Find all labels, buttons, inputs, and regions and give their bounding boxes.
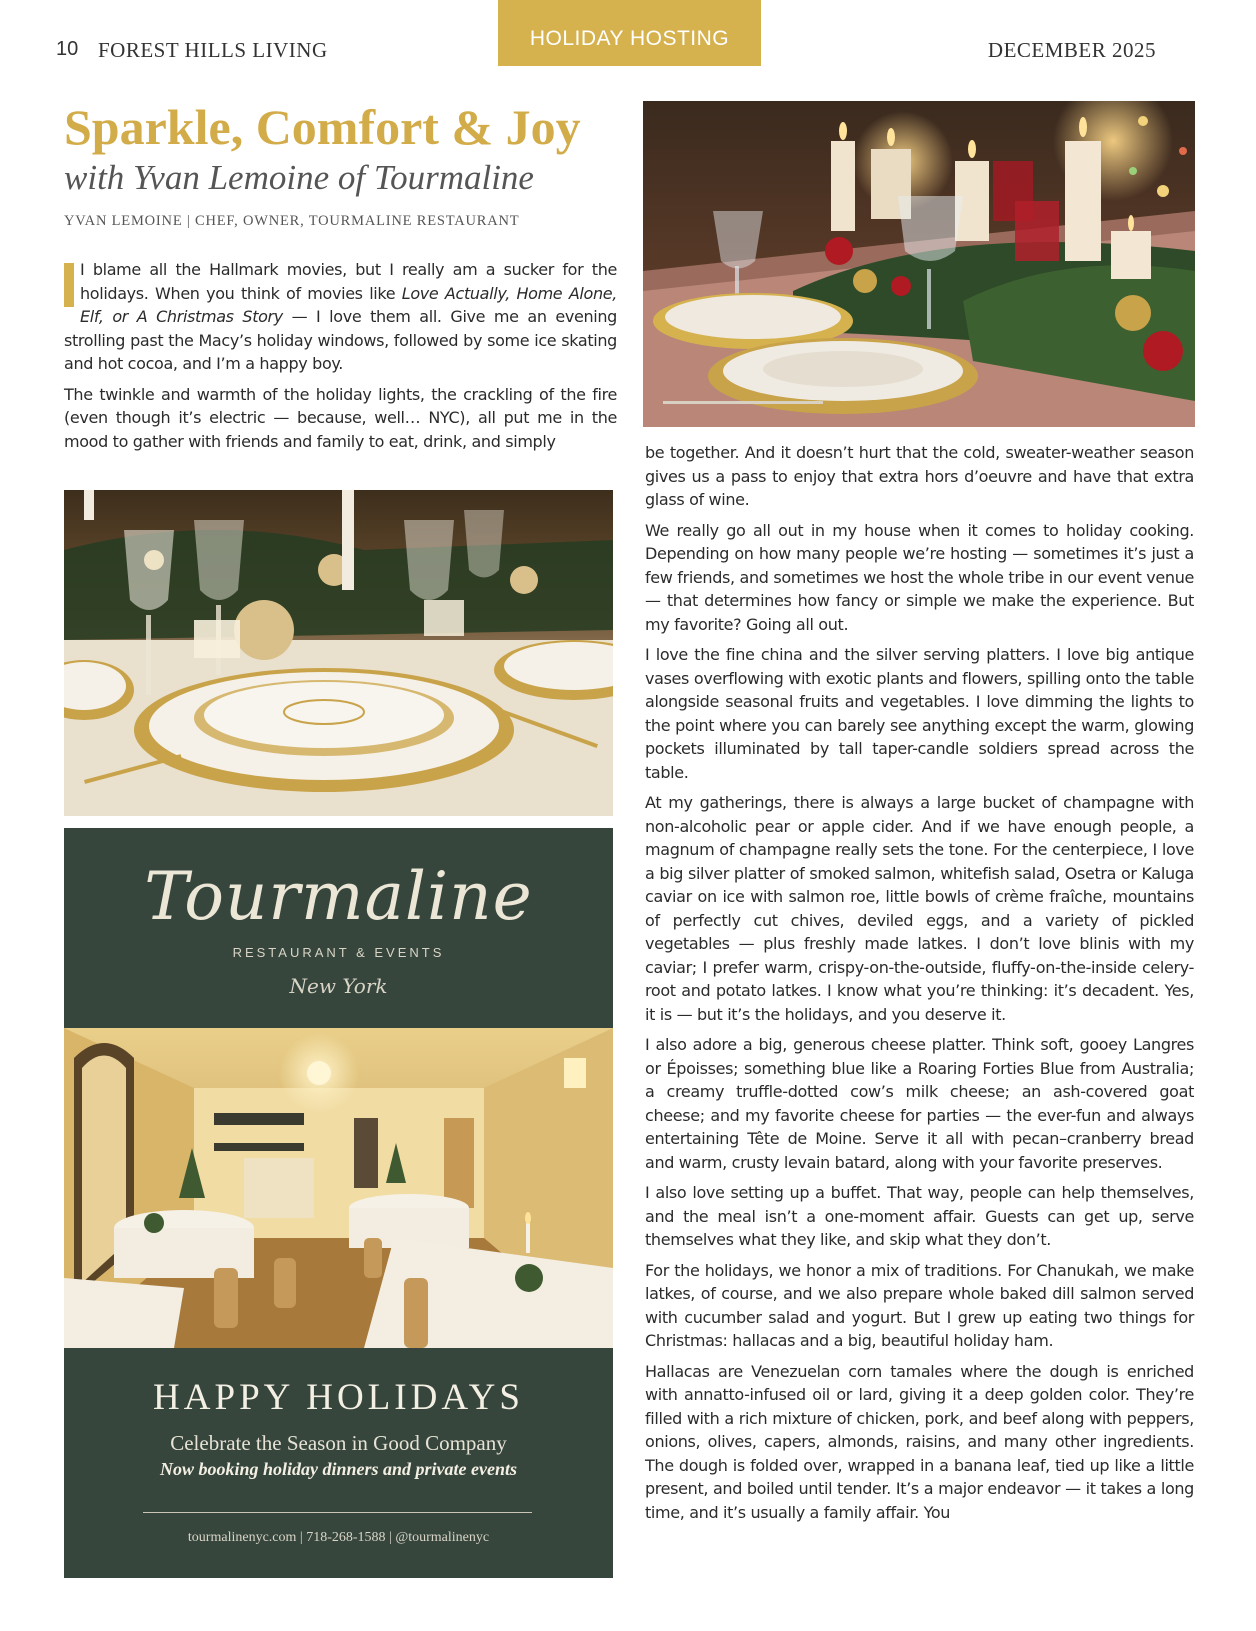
publication-name: FOREST HILLS LIVING	[98, 38, 328, 62]
article-column-right	[645, 441, 1194, 1531]
article-subhead: with Yvan Lemoine of Tourmaline	[64, 158, 534, 197]
issue-date: DECEMBER 2025	[987, 38, 1156, 62]
paragraph-5: At my gatherings, there is always a large bucket of champagne with non-alcoholic pear or apple cider. And if we have enough people, a magnum of champagne really sets the tone. For the centerpiece, I love a big silver platter of smoked salmon, whitefish salad, Osetra or Kaluga caviar on ice with salmon roe, little bowls of crème fraîche, mountains of perfectly cut chives, deviled eggs, and a variety of pickled vegetables — plus freshly made latkes. I don’t love blinis with my caviar; I prefer warm, crispy-on-the-outside, fluffy-on-the-inside celery-root and potato latkes. I know what you’re thinking: it’s decadent. Yes, it is — but it’s the holidays, and you deserve it.	[645, 793, 1194, 1024]
article-byline: YVAN LEMOINE | CHEF, OWNER, TOURMALINE RESTAURANT	[64, 213, 520, 229]
paragraph-1	[64, 258, 617, 376]
ad-city: New York	[289, 974, 388, 998]
place-setting-photo	[64, 490, 613, 816]
paragraph-4: I love the fine china and the silver serving platters. I love big antique vases overflowing with exotic plants and flowers, spilling onto the table alongside seasonal fruits and vegetables. I love dimming the lights to the point where you can barely see anything except the warm, glowing pockets illuminated by tall taper-candle soldiers spread across the table.	[645, 645, 1194, 782]
paragraph-2: The twinkle and warmth of the holiday lights, the crackling of the fire (even though it’s electric — because, well… NYC), all put me in the mood to gather with friends and family to eat, drink, and simply	[64, 384, 617, 451]
article-column-left	[64, 258, 617, 460]
paragraph-1-text-b: — I love them all. Give me an evening strolling past the Macy’s holiday windows, followed by some ice skating and hot cocoa, and I’m a happy boy.	[64, 307, 617, 373]
ad-contact-line: tourmalinenyc.com | 718-268-1588 | @tourmalinenyc	[187, 1530, 490, 1545]
section-tab: HOLIDAY HOSTING	[498, 0, 761, 66]
ad-subline: Celebrate the Season in Good Company	[170, 1431, 507, 1455]
ad-headline: HAPPY HOLIDAYS	[153, 1377, 524, 1418]
paragraph-6: I also adore a big, generous cheese platter. Think soft, gooey Langres or Époisses; something blue like a Roaring Forties Blue from Australia; a creamy truffle-dotted cow’s milk cheese; an ash-covered goat cheese; and my favorite cheese for parties — the ever-fun and always entertaining Tête de Moine. Serve it all with pecan–cranberry bread and warm, crusty levain batard, along with your favorite preserves.	[645, 1035, 1194, 1172]
tourmaline-advertisement	[64, 828, 613, 1578]
restaurant-interior-photo	[64, 1028, 613, 1348]
movie-titles: Love Actually, Home Alone, Elf, or A Christmas Story	[80, 283, 617, 326]
article-headline: Sparkle, Comfort & Joy	[64, 99, 581, 155]
page-number: 10	[56, 38, 79, 60]
paragraph-9: Hallacas are Venezuelan corn tamales where the dough is enriched with annatto-infused oil or lard, giving it a deep golden color. They’re filled with a rich mixture of chicken, pork, and beef along with peppers, onions, olives, capers, almonds, raisins, and many other ingredients. The dough is folded over, wrapped in a banana leaf, tied up like a little present, and boiled until tender. It’s a major endeavor — it takes a long time, and it’s usually a family affair. You	[645, 1361, 1194, 1522]
paragraph-2-continued: be together. And it doesn’t hurt that the cold, sweater-weather season gives us a pass to enjoy that extra hors d’oeuvre and have that extra glass of wine.	[645, 443, 1194, 509]
paragraph-7: I also love setting up a buffet. That way, people can help themselves, and the meal isn’t a one-moment affair. Guests can get up, serve themselves what they like, and skip what they don’t.	[645, 1183, 1194, 1249]
paragraph-1-text-a: I blame all the Hallmark movies, but I really am a sucker for the holidays. When you think of movies like	[80, 260, 617, 303]
ad-divider	[143, 1512, 532, 1513]
ad-booking-line: Now booking holiday dinners and private events	[159, 1459, 518, 1479]
paragraph-3: We really go all out in my house when it comes to holiday cooking. Depending on how many people we’re hosting — sometimes it’s just a few friends, and sometimes we host the whole tribe in our event venue — that determines how fancy or simple we make the experience. But my favorite? Going all out.	[645, 520, 1194, 634]
drop-cap-bar	[64, 263, 74, 307]
ad-tagline: RESTAURANT & EVENTS	[232, 945, 445, 960]
paragraph-8: For the holidays, we honor a mix of traditions. For Chanukah, we make latkes, of course, and we also prepare whole baked dill salmon served with cucumber salad and yogurt. But I grew up eating two things for Christmas: hallacas and a big, beautiful holiday ham.	[645, 1260, 1194, 1350]
tourmaline-logo: Tourmaline	[144, 858, 533, 935]
holiday-table-photo	[643, 101, 1195, 427]
